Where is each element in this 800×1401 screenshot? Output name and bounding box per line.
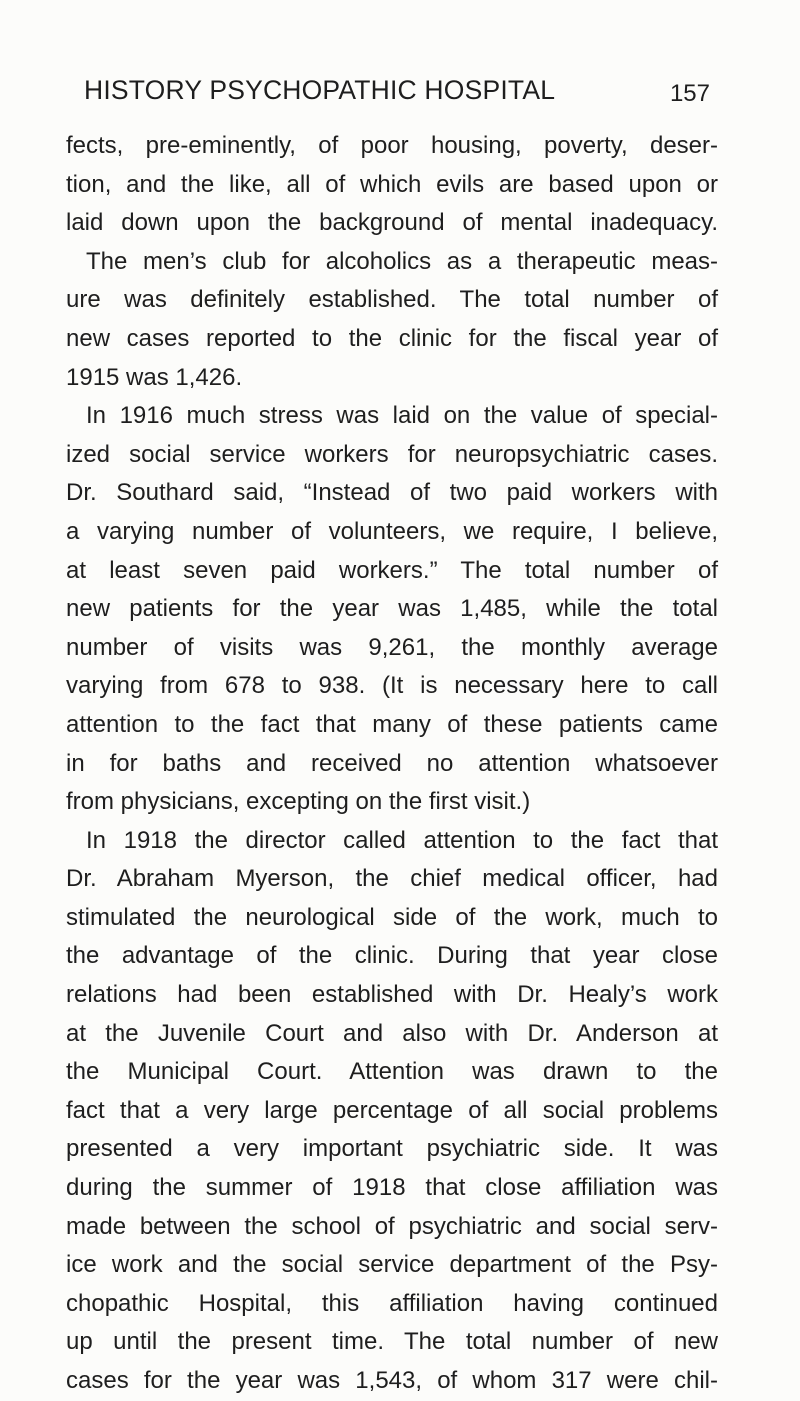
running-title: HISTORY PSYCHOPATHIC HOSPITAL [84, 75, 556, 105]
text-line: fects, pre-eminently, of poor housing, poverty, deser- [66, 132, 718, 159]
text-line: presented a very important psychiatric side. It was [66, 1135, 718, 1163]
text-line: Dr. Abraham Myerson, the chief medical officer, had [66, 865, 718, 893]
text-line: ice work and the social service department of the Psy- [66, 1251, 718, 1279]
text-line: ized social service workers for neuropsychiatric cases. [66, 440, 718, 468]
text-line: In 1918 the director called attention to the fact that [86, 826, 718, 854]
text-line: chopathic Hospital, this affiliation having continued [66, 1289, 718, 1317]
text-line: varying from 678 to 938. (It is necessary here to call [66, 672, 718, 700]
page-number: 157 [669, 80, 710, 107]
text-line: in for baths and received no attention whatsoever [66, 749, 718, 777]
text-line: at the Juvenile Court and also with Dr. Anderson at [66, 1019, 718, 1047]
text-line: at least seven paid workers.” The total number of [66, 556, 718, 584]
text-line: Dr. Southard said, “Instead of two paid workers with [66, 479, 718, 507]
text-line: In 1916 much stress was laid on the value of special- [86, 402, 718, 430]
text-line: during the summer of 1918 that close affiliation was [66, 1174, 718, 1202]
text-line: attention to the fact that many of these patients came [66, 710, 718, 738]
text-line: relations had been established with Dr. Healy’s work [66, 981, 718, 1009]
text-line: fact that a very large percentage of all social problems [66, 1096, 718, 1124]
text-line: new cases reported to the clinic for the fiscal year of [66, 324, 718, 352]
text-line: made between the school of psychiatric and social serv- [66, 1212, 718, 1240]
text-line: tion, and the like, all of which evils are based upon or [66, 170, 718, 198]
text-line: new patients for the year was 1,485, while the total [66, 595, 718, 623]
text-line: up until the present time. The total number of new [66, 1328, 718, 1356]
text-line: ure was definitely established. The total number of [66, 286, 718, 314]
text-line: a varying number of volunteers, we require, I believe, [66, 517, 718, 545]
text-line: stimulated the neurological side of the work, much to [66, 903, 718, 931]
text-line: from physicians, excepting on the first visit.) [66, 788, 531, 816]
text-line: the advantage of the clinic. During that year close [66, 942, 718, 970]
text-line: The men’s club for alcoholics as a therapeutic meas- [86, 247, 718, 275]
text-line: 1915 was 1,426. [66, 363, 243, 391]
text-line: the Municipal Court. Attention was drawn to the [66, 1058, 718, 1086]
text-line: laid down upon the background of mental inadequacy. [66, 209, 718, 237]
body-text [66, 127, 718, 1401]
text-line: number of visits was 9,261, the monthly average [66, 633, 718, 661]
text-line: cases for the year was 1,543, of whom 317 were chil- [66, 1367, 718, 1394]
running-head [66, 74, 718, 110]
